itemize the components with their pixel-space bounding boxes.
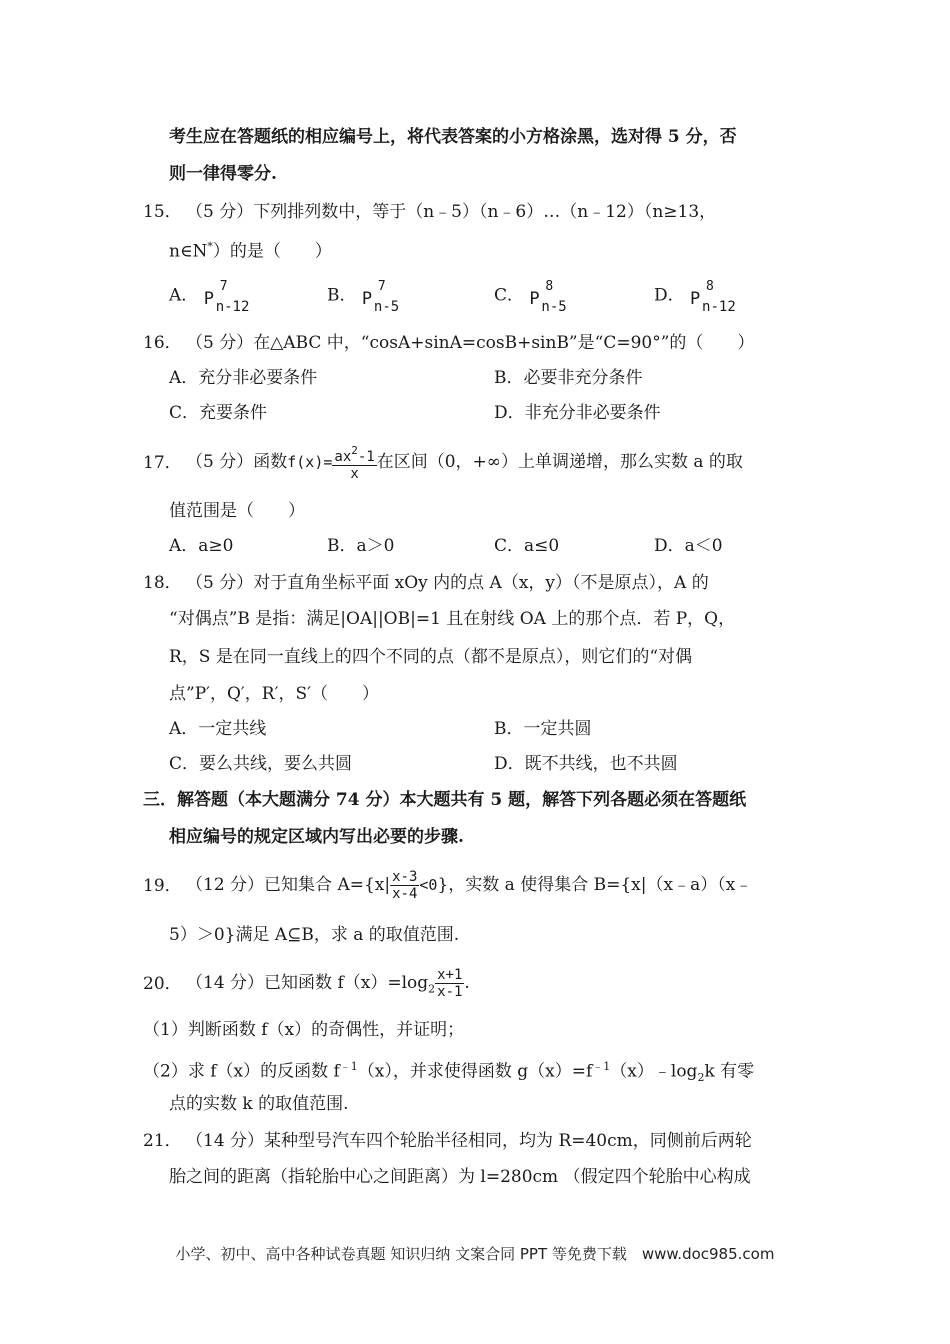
q16-option-d[interactable]: D．非充分非必要条件 [494,403,661,423]
q17-option-c[interactable]: C．a≤0 [494,536,560,556]
q17-option-a[interactable]: A．a≥0 [169,536,234,556]
q20-number: 20． [143,974,182,994]
q16-text: （5 分）在△ABC 中，“cosA+sinA=cosB+sinB”是“C=90°”的（ ） [186,333,755,353]
q19-text-line-1: （12 分）已知集合 A={x| $\frac{x-3}{x-4}$ <0}，实数 a 使得集合 B={x|（x﹣a）（x﹣ [186,869,753,902]
q20-part-1: （1）判断函数 f（x）的奇偶性，并证明； [143,1020,465,1040]
q20-part-2-line-2: 点的实数 k 的取值范围. [169,1094,349,1114]
q16-option-a[interactable]: A．充分非必要条件 [169,368,318,388]
function-lhs: f(x)= [287,453,333,471]
q18-option-b[interactable]: B．一定共圆 [494,719,592,739]
q18-option-c[interactable]: C．要么共线，要么共圆 [169,754,353,774]
q18-option-a[interactable]: A．一定共线 [169,719,267,739]
q18-text-line-2: “对偶点”B 是指：满足|OA||OB|=1 且在射线 OA 上的那个点．若 P，Q， [169,609,736,629]
q17-text-line-2: 值范围是（ ） [169,501,305,521]
q16-number: 16． [143,333,182,353]
section-3-heading-line-1: 三．解答题（本大题满分 74 分）本大题共有 5 题，解答下列各题必须在答题纸 [143,790,747,810]
page-footer: 小学、初中、高中各种试卷真题 知识归纳 文案合同 PPT 等免费下载 www.doc985.com [175,1245,775,1263]
q21-text-line-1: （14 分）某种型号汽车四个轮胎半径相同，均为 R=40cm，同侧前后两轮 [186,1131,752,1151]
q19-number: 19． [143,876,182,896]
fraction: $\frac{ax^2-1}{x}$ [334,444,375,482]
q15-text-line-2: n∈N*）的是（ ） [169,240,332,262]
q17-option-d[interactable]: D．a＜0 [654,536,723,556]
q17-number: 17． [143,453,182,473]
q18-text-line-4: 点”P′，Q′，R′，S′（ ） [169,684,379,704]
q16-option-b[interactable]: B．必要非充分条件 [494,368,643,388]
fraction: $\frac{x-3}{x-4}$ [392,869,418,902]
q21-number: 21． [143,1131,182,1151]
instruction-line-2: 则一律得零分. [169,164,277,184]
q15-option-c[interactable]: C． P 8 n-5 [494,282,575,310]
q18-number: 18． [143,573,182,593]
q18-text-line-1: （5 分）对于直角坐标平面 xOy 内的点 A（x，y）（不是原点），A 的 [186,573,709,593]
q15-text-line-1: （5 分）下列排列数中，等于（n﹣5）（n﹣6）…（n﹣12）（n≥13， [186,202,717,222]
q15-option-a[interactable]: A． P 7 n-12 [169,279,250,315]
instruction-line-1: 考生应在答题纸的相应编号上，将代表答案的小方格涂黑，选对得 5 分，否 [169,127,737,147]
q16-option-c[interactable]: C．充要条件 [169,403,268,423]
q17-text-line-1: （5 分）函数f(x)= $\frac{ax^2-1}{x}$ 在区间（0，+∞）上单调递增，那么实数 a 的取 [186,444,743,482]
permutation-symbol: P 8 n-5 [529,279,567,315]
q15-option-d[interactable]: D． P 8 n-12 [654,279,736,315]
q18-option-d[interactable]: D．既不共线，也不共圆 [494,754,678,774]
permutation-symbol: P 7 n-12 [203,279,250,315]
q20-part-2-line-1: （2）求 f（x）的反函数 $f^{﹣1}(x)$，并求使得函数 $g(x)=f^{﹣1}(x)﹣\log_2k$ 有零 [143,1060,755,1085]
fraction: $\frac{x+1}{x-1}$ [437,967,463,1000]
q20-text: （14 分）已知函数 $f(x)=\log_2$ $\frac{x+1}{x-1}$ . [186,967,470,1000]
q15-option-b[interactable]: B． P 7 n-5 [327,282,408,310]
q19-text-line-2: 5）＞0}满足 A⊆B，求 a 的取值范围. [169,925,460,945]
q17-option-b[interactable]: B．a＞0 [327,536,395,556]
permutation-symbol: P 8 n-12 [690,279,736,315]
q18-text-line-3: R，S 是在同一直线上的四个不同的点（都不是原点），则它们的“对偶 [169,647,693,667]
section-3-heading-line-2: 相应编号的规定区域内写出必要的步骤. [169,827,464,847]
q15-number: 15． [143,202,182,222]
q21-text-line-2: 胎之间的距离（指轮胎中心之间距离）为 l=280cm （假定四个轮胎中心构成 [169,1167,751,1187]
permutation-symbol: P 7 n-5 [361,279,400,315]
